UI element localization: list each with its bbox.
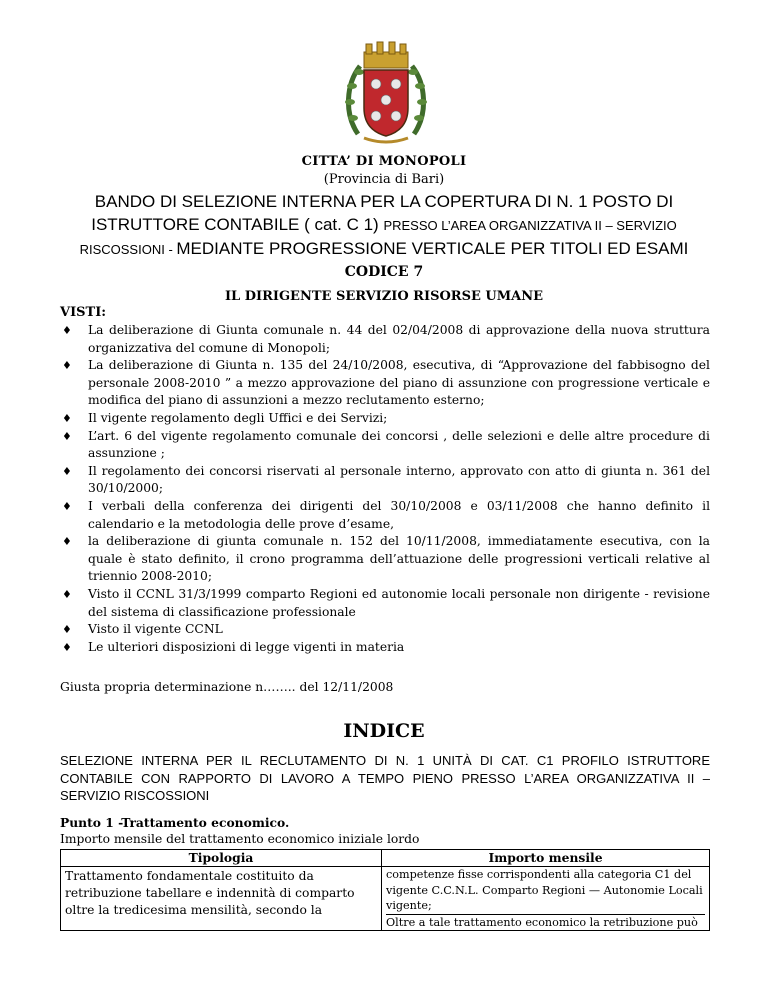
list-item-text: L’art. 6 del vigente regolamento comunale dei concorsi , delle selezioni e delle altre procedure di assunzione ; <box>88 428 710 461</box>
diamond-bullet-icon: ♦ <box>62 587 72 601</box>
cell-importo-text-1: competenze fisse corrispondenti alla categoria C1 del vigente C.C.N.L. Comparto Regioni — Autonomie Locali vigente; <box>386 868 703 912</box>
diamond-bullet-icon: ♦ <box>62 535 72 549</box>
list-item-text: Il regolamento dei concorsi riservati al personale interno, approvato con atto di giunta n. 361 del 30/10/2000; <box>88 463 710 496</box>
list-item <box>62 463 710 498</box>
title-line-3b: MEDIANTE PROGRESSIONE VERTICALE PER TITOLI ED ESAMI <box>176 239 689 258</box>
list-item <box>62 639 710 657</box>
list-item <box>62 322 710 357</box>
diamond-bullet-icon: ♦ <box>62 429 72 443</box>
list-item <box>62 621 710 639</box>
list-item <box>62 428 710 463</box>
diamond-bullet-icon: ♦ <box>62 359 72 373</box>
list-item <box>62 410 710 428</box>
punto-1-heading: Punto 1 -Trattamento economico. <box>60 815 290 830</box>
cell-tipologia: Trattamento fondamentale costituito da retribuzione tabellare e indennità di comparto oltre la tredicesima mensilità, secondo la <box>61 867 382 931</box>
importo-intro: Importo mensile del trattamento economico iniziale lordo <box>60 832 420 846</box>
title-line-2a: ISTRUTTORE CONTABILE ( cat. C 1) <box>91 215 384 234</box>
diamond-bullet-icon: ♦ <box>62 464 72 478</box>
list-item <box>62 586 710 621</box>
determinazione-line: Giusta propria determinazione n…….. del 12/11/2008 <box>60 680 394 694</box>
visti-list <box>62 322 710 656</box>
list-item <box>62 533 710 586</box>
table-row <box>61 867 710 931</box>
diamond-bullet-icon: ♦ <box>62 623 72 637</box>
indice-heading: INDICE <box>343 720 425 742</box>
list-item-text: La deliberazione di Giunta comunale n. 44 del 02/04/2008 di approvazione della nuova struttura organizzativa del comune di Monopoli; <box>88 323 710 355</box>
province-name: (Provincia di Bari) <box>323 172 445 187</box>
city-crest-icon <box>344 38 428 150</box>
list-item-text: Le ulteriori disposizioni di legge vigenti in materia <box>88 639 405 654</box>
diamond-bullet-icon: ♦ <box>62 499 72 513</box>
title-line-2b: PRESSO L’AREA ORGANIZZATIVA II – SERVIZIO <box>383 218 677 233</box>
table-header-row <box>61 850 710 867</box>
visti-label: VISTI: <box>60 305 107 320</box>
column-header-importo: Importo mensile <box>382 850 710 867</box>
city-name: CITTA’ DI MONOPOLI <box>301 154 467 169</box>
list-item <box>62 357 710 410</box>
diamond-bullet-icon: ♦ <box>62 411 72 425</box>
cell-importo <box>382 867 710 931</box>
title-line-2 <box>40 213 728 237</box>
selezione-paragraph: SELEZIONE INTERNA PER IL RECLUTAMENTO DI N. 1 UNITÀ DI CAT. C1 PROFILO ISTRUTTORE CONTABILE CON RAPPORTO DI LAVORO A TEMPO PIENO PRESSO L’AREA ORGANIZZATIVA II – SERVIZIO RISCOSSIONI <box>60 753 710 803</box>
trattamento-table <box>60 849 710 931</box>
title-line-1: BANDO DI SELEZIONE INTERNA PER LA COPERTURA DI N. 1 POSTO DI <box>94 192 674 211</box>
dirigente-heading: IL DIRIGENTE SERVIZIO RISORSE UMANE <box>224 289 544 304</box>
cell-importo-text-2: Oltre a tale trattamento economico la retribuzione può <box>386 914 705 931</box>
list-item-text: Il vigente regolamento degli Uffici e dei Servizi; <box>88 410 388 425</box>
title-line-3 <box>40 237 728 261</box>
document-title <box>40 190 728 284</box>
list-item-text: la deliberazione di giunta comunale n. 152 del 10/11/2008, immediatamente esecutiva, con la quale è stato definito, il crono programma dell’attuazione delle progressioni verticali relative al triennio 2008-2010; <box>88 534 710 584</box>
document-code: CODICE 7 <box>344 264 424 280</box>
column-header-tipologia: Tipologia <box>61 850 382 867</box>
list-item <box>62 498 710 533</box>
title-line-3a: RISCOSSIONI - <box>79 242 177 257</box>
diamond-bullet-icon: ♦ <box>62 640 72 654</box>
list-item-text: I verbali della conferenza dei dirigenti del 30/10/2008 e 03/11/2008 che hanno definito il calendario e la metodologia delle prove d’esame, <box>88 498 710 531</box>
list-item-text: Visto il CCNL 31/3/1999 comparto Regioni ed autonomie locali personale non dirigente - revisione del sistema di classificazione professionale <box>88 586 710 619</box>
diamond-bullet-icon: ♦ <box>62 324 72 337</box>
list-item-text: Visto il vigente CCNL <box>88 622 223 637</box>
list-item-text: La deliberazione di Giunta n. 135 del 24/10/2008, esecutiva, di “Approvazione del fabbisogno del personale 2008-2010 ” a mezzo approvazione del piano di assunzione con progressione verticale e modifica del piano di assunzioni a mezzo reclutamento esterno; <box>88 358 710 408</box>
